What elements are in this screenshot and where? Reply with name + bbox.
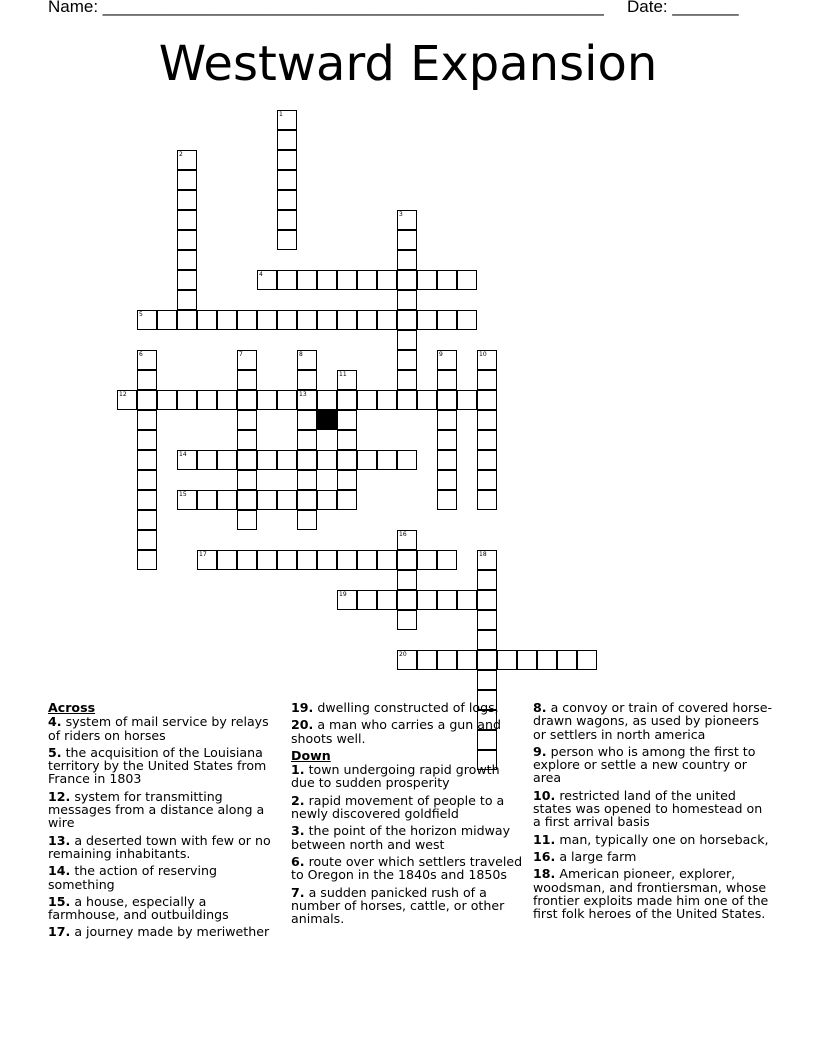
grid-cell[interactable] (237, 350, 257, 370)
grid-cell[interactable] (357, 450, 377, 470)
grid-cell[interactable] (417, 550, 437, 570)
grid-cell[interactable] (397, 370, 417, 390)
grid-cell[interactable] (477, 390, 497, 410)
date-field-label[interactable]: Date: _______ (627, 0, 739, 16)
clue-across-5: 5. the acquisition of the Louisiana territory by the United States from France in 1803 (48, 744, 267, 787)
grid-cell[interactable] (437, 450, 457, 470)
grid-cell[interactable] (337, 590, 357, 610)
grid-cell[interactable] (377, 450, 397, 470)
grid-cell[interactable] (397, 450, 417, 470)
grid-cell[interactable] (417, 310, 437, 330)
clue-number: 13 (299, 391, 307, 398)
grid-cell[interactable] (397, 350, 417, 370)
clue-number: 11 (339, 371, 347, 378)
grid-cell[interactable] (337, 490, 357, 510)
grid-cell[interactable] (437, 310, 457, 330)
grid-cell[interactable] (417, 650, 437, 670)
grid-cell[interactable] (397, 530, 417, 550)
clue-number: 2 (179, 151, 183, 158)
clue-number: 8 (299, 351, 303, 358)
grid-cell[interactable] (277, 490, 297, 510)
grid-cell[interactable] (337, 310, 357, 330)
grid-cell[interactable] (217, 490, 237, 510)
grid-cell[interactable] (277, 170, 297, 190)
grid-cell[interactable] (157, 310, 177, 330)
clue-number: 19 (339, 591, 347, 598)
grid-cell[interactable] (137, 310, 157, 330)
grid-cell[interactable] (357, 310, 377, 330)
grid-cell[interactable] (357, 390, 377, 410)
grid-cell[interactable] (177, 270, 197, 290)
grid-cell[interactable] (477, 350, 497, 370)
grid-cell[interactable] (477, 490, 497, 510)
clues-column-2 (291, 701, 523, 929)
grid-cell[interactable] (177, 450, 197, 470)
grid-cell[interactable] (317, 550, 337, 570)
grid-cell[interactable] (417, 590, 437, 610)
grid-cell[interactable] (477, 450, 497, 470)
grid-cell[interactable] (177, 490, 197, 510)
grid-cell[interactable] (137, 430, 157, 450)
grid-cell[interactable] (297, 430, 317, 450)
grid-cell[interactable] (197, 390, 217, 410)
grid-cell[interactable] (417, 390, 437, 410)
grid-cell[interactable] (237, 510, 257, 530)
grid-cell[interactable] (257, 490, 277, 510)
grid-cell[interactable] (437, 550, 457, 570)
grid-cell[interactable] (217, 450, 237, 470)
grid-cell[interactable] (277, 110, 297, 130)
grid-cell[interactable] (397, 230, 417, 250)
grid-cell[interactable] (337, 270, 357, 290)
clue-number: 15 (179, 491, 187, 498)
grid-cell[interactable] (317, 450, 337, 470)
grid-cell[interactable] (397, 270, 417, 290)
clue-number: 14 (179, 451, 187, 458)
clue-down-2: 2. rapid movement of people to a newly discovered goldfield (291, 792, 505, 822)
grid-cell[interactable] (237, 550, 257, 570)
clue-across-19: 19. dwelling constructed of logs, (291, 700, 499, 715)
grid-cell[interactable] (457, 590, 477, 610)
clue-across-4: 4. system of mail service by relays of riders on horses (48, 714, 269, 743)
grid-cell[interactable] (137, 390, 157, 410)
grid-cell[interactable] (297, 470, 317, 490)
clue-down-6: 6. route over which settlers traveled to Oregon in the 1840s and 1850s (291, 853, 523, 883)
grid-cell[interactable] (277, 550, 297, 570)
grid-cell[interactable] (177, 150, 197, 170)
grid-cell[interactable] (257, 450, 277, 470)
across-heading: Across (48, 700, 96, 715)
clue-across-15: 15. a house, especially a farmhouse, and outbuildings (48, 893, 229, 923)
grid-cell[interactable] (437, 590, 457, 610)
grid-cell[interactable] (337, 550, 357, 570)
grid-cell[interactable] (297, 490, 317, 510)
grid-cell[interactable] (517, 650, 537, 670)
grid-cell[interactable] (337, 450, 357, 470)
grid-cell[interactable] (397, 590, 417, 610)
grid-cell[interactable] (177, 190, 197, 210)
clue-number: 18 (479, 551, 487, 558)
grid-cell[interactable] (137, 370, 157, 390)
grid-cell[interactable] (257, 550, 277, 570)
clue-number: 6 (139, 351, 143, 358)
puzzle-title: Westward Expansion (158, 36, 658, 92)
grid-cell[interactable] (337, 370, 357, 390)
grid-cell[interactable] (277, 450, 297, 470)
clue-down-1: 1. town undergoing rapid growth due to sudden prosperity (291, 762, 500, 791)
clue-number: 7 (239, 351, 243, 358)
grid-cell[interactable] (317, 310, 337, 330)
grid-cell[interactable] (497, 650, 517, 670)
clue-down-11: 11. man, typically one on horseback, (533, 831, 769, 847)
grid-cell[interactable] (437, 650, 457, 670)
grid-cell[interactable] (397, 610, 417, 630)
grid-cell[interactable] (197, 490, 217, 510)
grid-cell[interactable] (477, 630, 497, 650)
grid-cell[interactable] (297, 510, 317, 530)
grid-cell[interactable] (297, 390, 317, 410)
grid-cell[interactable] (177, 210, 197, 230)
grid-cell[interactable] (377, 390, 397, 410)
grid-cell[interactable] (397, 390, 417, 410)
grid-cell[interactable] (337, 410, 357, 430)
grid-cell[interactable] (577, 650, 597, 670)
grid-cell[interactable] (117, 390, 137, 410)
grid-cell[interactable] (237, 490, 257, 510)
grid-cell[interactable] (477, 470, 497, 490)
grid-cell[interactable] (477, 550, 497, 570)
clue-number: 9 (439, 351, 443, 358)
grid-cell[interactable] (357, 270, 377, 290)
grid-cell[interactable] (417, 270, 437, 290)
grid-cell[interactable] (197, 450, 217, 470)
grid-cell[interactable] (437, 410, 457, 430)
grid-cell[interactable] (137, 490, 157, 510)
grid-cell[interactable] (457, 270, 477, 290)
grid-cell[interactable] (277, 190, 297, 210)
clue-across-13: 13. a deserted town with few or no remaining inhabitants. (48, 832, 271, 861)
grid-cell[interactable] (457, 650, 477, 670)
clue-down-10: 10. restricted land of the united states was opened to homestead on a first arrival basis (533, 787, 763, 830)
grid-cell[interactable] (157, 390, 177, 410)
grid-cell[interactable] (397, 310, 417, 330)
grid-cell[interactable] (377, 270, 397, 290)
grid-cell[interactable] (337, 430, 357, 450)
clue-number: 1 (279, 111, 283, 118)
grid-cell[interactable] (277, 130, 297, 150)
grid-cell[interactable] (397, 330, 417, 350)
clue-number: 10 (479, 351, 487, 358)
grid-cell[interactable] (397, 650, 417, 670)
grid-cell[interactable] (477, 590, 497, 610)
grid-cell[interactable] (177, 230, 197, 250)
grid-cell[interactable] (237, 370, 257, 390)
grid-cell[interactable] (357, 590, 377, 610)
grid-cell[interactable] (477, 670, 497, 690)
grid-cell[interactable] (197, 310, 217, 330)
grid-cell[interactable] (297, 370, 317, 390)
grid-cell[interactable] (437, 270, 457, 290)
grid-cell[interactable] (437, 350, 457, 370)
grid-cell[interactable] (317, 390, 337, 410)
grid-cell[interactable] (137, 350, 157, 370)
clue-number: 5 (139, 311, 143, 318)
grid-cell[interactable] (437, 370, 457, 390)
grid-cell[interactable] (477, 410, 497, 430)
clue-number: 16 (399, 531, 407, 538)
grid-cell[interactable] (397, 250, 417, 270)
grid-cell[interactable] (137, 550, 157, 570)
grid-cell[interactable] (457, 310, 477, 330)
grid-cell[interactable] (237, 310, 257, 330)
grid-cell[interactable] (317, 270, 337, 290)
grid-cell[interactable] (477, 570, 497, 590)
grid-cell[interactable] (297, 270, 317, 290)
grid-cell[interactable] (137, 510, 157, 530)
grid-cell[interactable] (377, 310, 397, 330)
grid-cell[interactable] (437, 390, 457, 410)
grid-cell[interactable] (137, 410, 157, 430)
clue-number: 12 (119, 391, 127, 398)
grid-cell[interactable] (397, 210, 417, 230)
grid-cell[interactable] (277, 390, 297, 410)
grid-cell[interactable] (237, 470, 257, 490)
grid-cell[interactable] (257, 270, 277, 290)
grid-cell[interactable] (277, 150, 297, 170)
grid-cell[interactable] (297, 550, 317, 570)
clue-number: 17 (199, 551, 207, 558)
grid-cell[interactable] (277, 270, 297, 290)
grid-cell[interactable] (477, 650, 497, 670)
clue-number: 20 (399, 651, 407, 658)
grid-cell[interactable] (177, 310, 197, 330)
grid-cell[interactable] (197, 550, 217, 570)
grid-cell[interactable] (297, 410, 317, 430)
grid-cell[interactable] (297, 310, 317, 330)
grid-cell[interactable] (257, 390, 277, 410)
grid-cell[interactable] (177, 250, 197, 270)
grid-cell[interactable] (237, 430, 257, 450)
clues-column-1 (48, 701, 276, 943)
grid-cell[interactable] (357, 550, 377, 570)
down-heading: Down (291, 747, 331, 763)
grid-cell[interactable] (457, 390, 477, 410)
grid-cell[interactable] (397, 290, 417, 310)
grid-cell[interactable] (377, 590, 397, 610)
grid-cell[interactable] (237, 410, 257, 430)
grid-cell[interactable] (477, 610, 497, 630)
grid-cell[interactable] (557, 650, 577, 670)
clues-column-3 (533, 701, 773, 924)
grid-cell[interactable] (437, 490, 457, 510)
grid-cell[interactable] (237, 390, 257, 410)
black-cell (317, 410, 337, 430)
grid-cell[interactable] (277, 210, 297, 230)
grid-cell[interactable] (477, 430, 497, 450)
clue-down-3: 3. the point of the horizon midway between north and west (291, 823, 511, 852)
grid-cell[interactable] (297, 350, 317, 370)
grid-cell[interactable] (437, 430, 457, 450)
clue-across-17: 17. a journey made by meriwether (48, 924, 270, 940)
clue-down-7: 7. a sudden panicked rush of a number of horses, cattle, or other animals. (291, 884, 505, 927)
clue-down-8: 8. a convoy or train of covered horse-drawn wagons, as used by pioneers or settlers in north america (533, 700, 773, 742)
grid-cell[interactable] (337, 390, 357, 410)
grid-cell[interactable] (257, 310, 277, 330)
grid-cell[interactable] (277, 230, 297, 250)
clue-across-20: 20. a man who carries a gun and shoots well. (291, 717, 501, 746)
clue-down-18: 18. American pioneer, explorer, woodsman, and frontiersman, whose frontier exploits made him one of the first folk heroes of the United States. (533, 866, 769, 922)
grid-cell[interactable] (317, 490, 337, 510)
grid-cell[interactable] (337, 470, 357, 490)
clue-down-9: 9. person who is among the first to explore or settle a new country or area (533, 743, 756, 786)
grid-cell[interactable] (397, 570, 417, 590)
grid-cell[interactable] (217, 550, 237, 570)
grid-cell[interactable] (177, 290, 197, 310)
grid-cell[interactable] (297, 450, 317, 470)
grid-cell[interactable] (277, 310, 297, 330)
clue-across-12: 12. system for transmitting messages from a distance along a wire (48, 788, 265, 831)
grid-cell[interactable] (397, 550, 417, 570)
clue-number: 3 (399, 211, 403, 218)
clue-down-16: 16. a large farm (533, 848, 637, 864)
grid-cell[interactable] (137, 530, 157, 550)
grid-cell[interactable] (477, 370, 497, 390)
grid-cell[interactable] (217, 390, 237, 410)
grid-cell[interactable] (377, 550, 397, 570)
grid-cell[interactable] (137, 470, 157, 490)
grid-cell[interactable] (217, 310, 237, 330)
grid-cell[interactable] (537, 650, 557, 670)
grid-cell[interactable] (237, 450, 257, 470)
grid-cell[interactable] (177, 390, 197, 410)
clue-number: 4 (259, 271, 263, 278)
grid-cell[interactable] (137, 450, 157, 470)
clue-across-14: 14. the action of reserving something (48, 863, 217, 892)
grid-cell[interactable] (437, 470, 457, 490)
name-field-label[interactable]: Name: _____________________________________________________ (48, 0, 604, 16)
grid-cell[interactable] (177, 170, 197, 190)
